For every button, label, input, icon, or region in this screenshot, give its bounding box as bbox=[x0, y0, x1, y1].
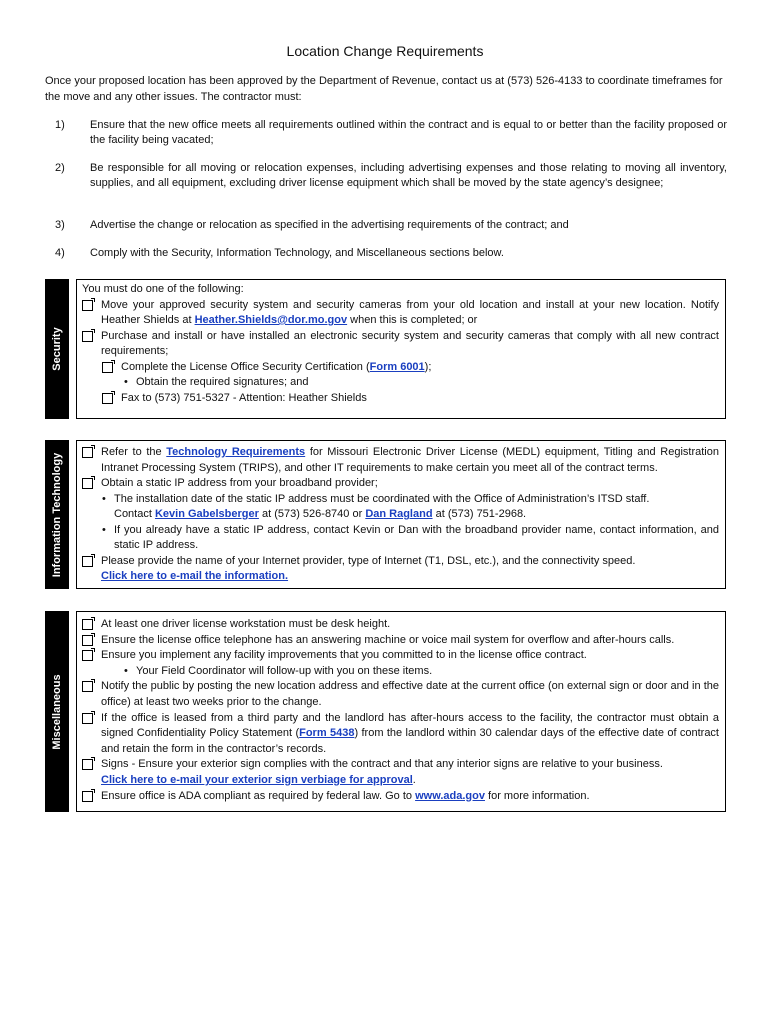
misc-item-ada bbox=[80, 789, 719, 805]
item-text: Complete the License Office Security Certification ( bbox=[121, 360, 370, 373]
requirement-2 bbox=[55, 161, 727, 191]
requirement-text: Be responsible for all moving or relocation expenses, including advertising expenses and those relating to moving all inventory, supplies, and all equipment, excluding driver license equipment which shall be moved by the state agency’s designee; bbox=[90, 162, 727, 189]
it-section bbox=[76, 440, 726, 589]
item-text: Fax to (573) 751-5327 - Attention: Heather Shields bbox=[121, 391, 367, 404]
checkbox-icon[interactable] bbox=[82, 478, 93, 489]
security-section-tab bbox=[45, 279, 69, 419]
security-option-move bbox=[80, 298, 719, 329]
checkbox-icon[interactable] bbox=[82, 635, 93, 646]
item-text: Ensure the license office telephone has an answering machine or voice mail system for overflow and after-hours calls. bbox=[101, 633, 675, 646]
item-text: Notify the public by posting the new location address and effective date at the current office (on external sign or door and in the office) at least two weeks prior to the change. bbox=[101, 680, 719, 708]
checkbox-icon[interactable] bbox=[82, 619, 93, 630]
requirement-number: 4) bbox=[55, 247, 65, 259]
bullet-mark: • bbox=[102, 523, 106, 536]
item-text: Signs - Ensure your exterior sign complies with the contract and that any interior signs are relative to your business. bbox=[101, 758, 663, 771]
misc-section-label: Miscellaneous bbox=[51, 673, 63, 750]
misc-section bbox=[76, 611, 726, 812]
item-text: If you already have a static IP address, contact Kevin or Dan with the broadband provider name, contact information, and static IP address. bbox=[114, 523, 719, 551]
it-section-tab bbox=[45, 440, 69, 589]
item-text: If the office is leased from a third party and the landlord has after-hours access to the facility, the contractor must obtain a signed Confidentiality Policy Statement ( bbox=[101, 711, 719, 740]
form-6001-link[interactable]: Form 6001 bbox=[369, 360, 425, 373]
checkbox-icon[interactable] bbox=[82, 331, 93, 342]
bullet-mark: • bbox=[124, 664, 128, 677]
checkbox-icon[interactable] bbox=[82, 556, 93, 567]
item-text: At least one driver license workstation must be desk height. bbox=[101, 618, 391, 630]
misc-item-confidentiality bbox=[80, 711, 719, 758]
item-text: at (573) 526-8740 or bbox=[258, 508, 366, 520]
page-title: Location Change Requirements bbox=[286, 43, 484, 59]
item-text: Ensure you implement any facility improvements that you committed to in the license office contract. bbox=[101, 649, 587, 662]
technology-requirements-link[interactable]: Technology Requirements bbox=[166, 446, 306, 458]
checkbox-icon[interactable] bbox=[82, 650, 93, 661]
it-item-tech-requirements bbox=[80, 445, 719, 476]
requirement-number: 1) bbox=[55, 119, 65, 131]
misc-item-facility-improvements bbox=[80, 648, 719, 664]
requirement-number: 3) bbox=[55, 219, 65, 231]
misc-item-signs bbox=[80, 757, 719, 788]
it-bullet-installation bbox=[80, 492, 719, 523]
security-option-purchase bbox=[80, 329, 719, 360]
checkbox-icon[interactable] bbox=[82, 447, 93, 458]
bullet-mark: • bbox=[124, 376, 128, 388]
item-text: Obtain a static IP address from your broadband provider; bbox=[101, 477, 378, 489]
misc-item-workstation bbox=[80, 617, 719, 633]
it-bullet-existing-ip bbox=[80, 523, 719, 554]
dan-ragland-link[interactable]: Dan Ragland bbox=[365, 508, 433, 520]
security-section-label: Security bbox=[51, 327, 63, 371]
misc-item-notify-public bbox=[80, 679, 719, 710]
security-sub-fax bbox=[80, 391, 719, 407]
security-sub-bullet bbox=[80, 375, 719, 391]
item-text: Please provide the name of your Internet provider, type of Internet (T1, DSL, etc.), and the connectivity speed. bbox=[101, 554, 636, 567]
email-sign-verbiage-link[interactable]: Click here to e-mail your exterior sign verbiage for approval bbox=[101, 773, 413, 786]
email-link-heather-shields[interactable]: Heather.Shields@dor.mo.gov bbox=[194, 314, 348, 326]
item-text: . bbox=[412, 773, 416, 786]
requirement-number: 2) bbox=[55, 162, 65, 174]
bullet-mark: • bbox=[102, 492, 106, 505]
item-text: Obtain the required signatures; and bbox=[136, 376, 309, 388]
requirement-text: Comply with the Security, Information Technology, and Miscellaneous sections below. bbox=[90, 247, 504, 259]
item-text: The installation date of the static IP address must be coordinated with the Office of Administration’s ITSD staff. bbox=[114, 492, 650, 505]
checkbox-icon[interactable] bbox=[82, 300, 93, 311]
misc-item-telephone bbox=[80, 633, 719, 649]
item-text: when this is completed; or bbox=[347, 314, 478, 326]
misc-bullet-field-coordinator bbox=[80, 664, 719, 680]
item-text: for more information. bbox=[484, 789, 590, 802]
item-text: at (573) 751-2968. bbox=[432, 508, 527, 520]
security-heading: You must do one of the following: bbox=[82, 283, 244, 295]
item-text: Move your approved security system and security cameras from your old location and install at your new location. Notify Heather Shields at bbox=[101, 298, 719, 326]
item-text: Contact bbox=[114, 508, 155, 520]
it-item-static-ip bbox=[80, 476, 719, 492]
requirement-4 bbox=[55, 246, 727, 261]
kevin-gabelsberger-link[interactable]: Kevin Gabelsberger bbox=[154, 508, 259, 520]
email-information-link[interactable]: Click here to e-mail the information. bbox=[101, 570, 289, 582]
item-text: for Missouri Electronic Driver License (MEDL) equipment, Titling and Registration Intranet Processing System (TRIPS), and other IT requirements to make certain you meet all of the contract terms. bbox=[101, 446, 719, 474]
item-text: Your Field Coordinator will follow-up with you on these items. bbox=[136, 664, 433, 677]
misc-section-tab bbox=[45, 611, 69, 812]
requirement-3 bbox=[55, 218, 727, 233]
item-text: ); bbox=[424, 360, 432, 373]
checkbox-icon[interactable] bbox=[102, 393, 113, 404]
form-5438-link[interactable]: Form 5438 bbox=[299, 727, 355, 740]
checkbox-icon[interactable] bbox=[82, 713, 93, 724]
requirement-1 bbox=[55, 118, 727, 148]
security-sub-certification bbox=[80, 360, 719, 376]
requirement-text: Ensure that the new office meets all requirements outlined within the contract and is equal to or better than the facility proposed or the facility being vacated; bbox=[90, 119, 727, 146]
requirement-text: Advertise the change or relocation as specified in the advertising requirements of the contract; and bbox=[90, 219, 569, 231]
intro-paragraph: Once your proposed location has been approved by the Department of Revenue, contact us at (573) 526-4133 to coordinate timeframes for the move and any other issues. The contractor must: bbox=[45, 75, 723, 103]
checkbox-icon[interactable] bbox=[82, 681, 93, 692]
item-text: Ensure office is ADA compliant as required by federal law. Go to bbox=[101, 789, 416, 802]
it-item-provider-info bbox=[80, 554, 719, 585]
item-text: ) from the landlord within 30 calendar days of the effective date of contract and retain the form in the contractor’s records. bbox=[101, 727, 719, 755]
item-text: Refer to the bbox=[101, 446, 167, 458]
it-section-label: Information Technology bbox=[51, 452, 63, 577]
checkbox-icon[interactable] bbox=[82, 791, 93, 802]
security-section bbox=[76, 279, 726, 419]
item-text: Purchase and install or have installed an electronic security system and security cameras that comply with all new contract requirements; bbox=[101, 329, 719, 357]
checkbox-icon[interactable] bbox=[82, 759, 93, 770]
checkbox-icon[interactable] bbox=[102, 362, 113, 373]
ada-gov-link[interactable]: www.ada.gov bbox=[415, 789, 485, 802]
